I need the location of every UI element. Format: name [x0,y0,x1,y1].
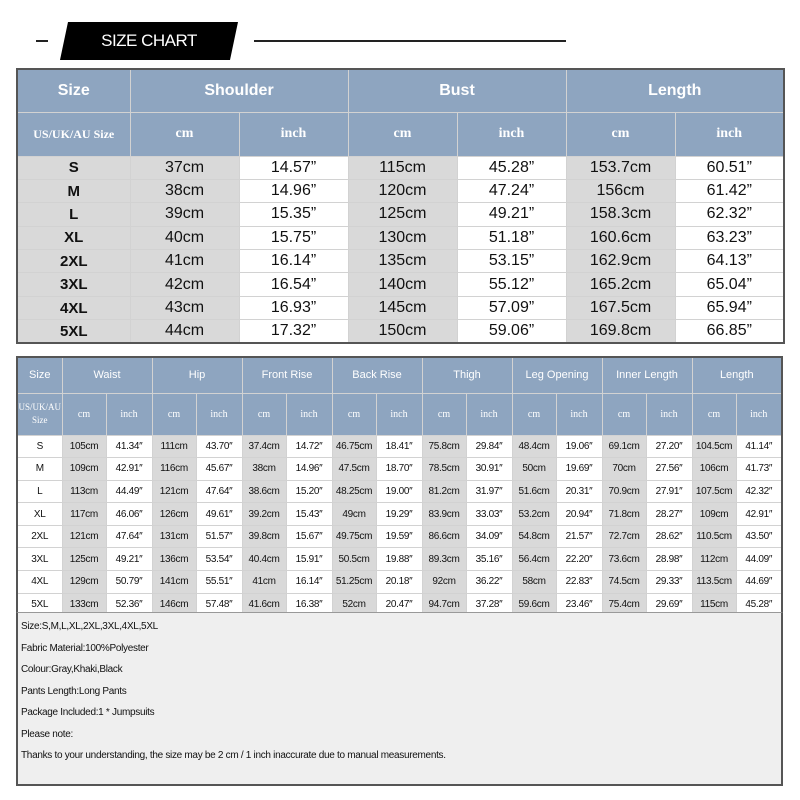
value-cell: 113cm [62,480,106,503]
unit-header: inch [556,393,602,435]
size-cell: S [17,156,130,179]
value-cell: 47.64″ [106,525,152,548]
value-cell: 18.41″ [376,435,422,458]
value-cell: 14.96″ [286,458,332,481]
value-cell: 160.6cm [566,226,675,249]
value-cell: 15.35” [239,203,348,226]
value-cell: 72.7cm [602,525,646,548]
value-cell: 34.09″ [466,525,512,548]
value-cell: 49cm [332,503,376,526]
value-cell: 51.6cm [512,480,556,503]
value-cell: 19.06″ [556,435,602,458]
product-notes [16,612,783,786]
size-region-label: US/UK/AU Size [17,393,62,435]
value-cell: 47.64″ [196,480,242,503]
value-cell: 14.96” [239,179,348,202]
value-cell: 121cm [62,525,106,548]
value-cell: 129cm [62,571,106,594]
value-cell: 14.72″ [286,435,332,458]
value-cell: 109cm [692,503,736,526]
value-cell: 133cm [62,593,106,616]
value-cell: 107.5cm [692,480,736,503]
value-cell: 81.2cm [422,480,466,503]
value-cell: 44cm [130,320,239,343]
group-header: Length [692,357,782,393]
table-row [17,503,782,526]
value-cell: 52cm [332,593,376,616]
value-cell: 28.27″ [646,503,692,526]
value-cell: 47.5cm [332,458,376,481]
unit-header: cm [62,393,106,435]
value-cell: 53.2cm [512,503,556,526]
value-cell: 70cm [602,458,646,481]
value-cell: 75.4cm [602,593,646,616]
value-cell: 115cm [348,156,457,179]
value-cell: 44.49″ [106,480,152,503]
value-cell: 20.18″ [376,571,422,594]
value-cell: 78.5cm [422,458,466,481]
value-cell: 115cm [692,593,736,616]
value-cell: 22.83″ [556,571,602,594]
value-cell: 60.51” [675,156,784,179]
page-title: SIZE CHART [101,31,197,50]
value-cell: 37cm [130,156,239,179]
value-cell: 38.6cm [242,480,286,503]
value-cell: 94.7cm [422,593,466,616]
value-cell: 105cm [62,435,106,458]
value-cell: 42.91″ [106,458,152,481]
value-cell: 27.20″ [646,435,692,458]
value-cell: 41.6cm [242,593,286,616]
value-cell: 135cm [348,250,457,273]
value-cell: 52.36″ [106,593,152,616]
group-header: Front Rise [242,357,332,393]
unit-header: inch [106,393,152,435]
unit-header: inch [286,393,332,435]
value-cell: 61.42” [675,179,784,202]
value-cell: 92cm [422,571,466,594]
unit-header: inch [196,393,242,435]
value-cell: 145cm [348,296,457,319]
value-cell: 30.91″ [466,458,512,481]
value-cell: 15.67″ [286,525,332,548]
value-cell: 41.14″ [736,435,782,458]
value-cell: 59.06” [457,320,566,343]
value-cell: 83.9cm [422,503,466,526]
value-cell: 41cm [130,250,239,273]
value-cell: 49.75cm [332,525,376,548]
unit-header: inch [675,112,784,156]
value-cell: 40.4cm [242,548,286,571]
note-line: Please note: [21,728,73,740]
value-cell: 162.9cm [566,250,675,273]
size-cell: M [17,458,62,481]
size-cell: 3XL [17,548,62,571]
value-cell: 16.14″ [286,571,332,594]
size-cell: L [17,480,62,503]
value-cell: 20.94″ [556,503,602,526]
group-header: Bust [348,69,566,112]
value-cell: 158.3cm [566,203,675,226]
value-cell: 49.21” [457,203,566,226]
value-cell: 112cm [692,548,736,571]
value-cell: 45.28″ [736,593,782,616]
value-cell: 51.57″ [196,525,242,548]
size-cell: XL [17,503,62,526]
size-cell: M [17,179,130,202]
value-cell: 140cm [348,273,457,296]
value-cell: 74.5cm [602,571,646,594]
value-cell: 43cm [130,296,239,319]
table-row [17,273,784,296]
group-header: Shoulder [130,69,348,112]
value-cell: 48.25cm [332,480,376,503]
value-cell: 150cm [348,320,457,343]
size-cell: S [17,435,62,458]
value-cell: 15.91″ [286,548,332,571]
size-cell: 2XL [17,525,62,548]
unit-header: cm [512,393,556,435]
value-cell: 50.5cm [332,548,376,571]
unit-header: cm [602,393,646,435]
table-row [17,435,782,458]
group-header: Waist [62,357,152,393]
value-cell: 167.5cm [566,296,675,319]
value-cell: 21.57″ [556,525,602,548]
value-cell: 58cm [512,571,556,594]
unit-header: cm [566,112,675,156]
value-cell: 44.09″ [736,548,782,571]
unit-header: cm [242,393,286,435]
value-cell: 15.43″ [286,503,332,526]
value-cell: 42.32″ [736,480,782,503]
unit-header: inch [646,393,692,435]
value-cell: 23.46″ [556,593,602,616]
size-cell: 4XL [17,296,130,319]
value-cell: 38cm [242,458,286,481]
note-line: Size:S,M,L,XL,2XL,3XL,4XL,5XL [21,621,158,632]
value-cell: 15.20″ [286,480,332,503]
size-cell: L [17,203,130,226]
unit-header: cm [152,393,196,435]
size-cell: 3XL [17,273,130,296]
value-cell: 125cm [62,548,106,571]
unit-header: inch [457,112,566,156]
table-row [17,525,782,548]
table-row [17,179,784,202]
header-dash [36,40,48,42]
group-header: Hip [152,357,242,393]
value-cell: 46.75cm [332,435,376,458]
value-cell: 125cm [348,203,457,226]
value-cell: 109cm [62,458,106,481]
unit-header: cm [332,393,376,435]
unit-header: inch [376,393,422,435]
value-cell: 64.13” [675,250,784,273]
size-header: Size [17,69,130,112]
value-cell: 56.4cm [512,548,556,571]
value-cell: 153.7cm [566,156,675,179]
unit-header: cm [422,393,466,435]
value-cell: 70.9cm [602,480,646,503]
value-cell: 65.04” [675,273,784,296]
value-cell: 54.8cm [512,525,556,548]
value-cell: 20.47″ [376,593,422,616]
value-cell: 71.8cm [602,503,646,526]
value-cell: 113.5cm [692,571,736,594]
value-cell: 19.69″ [556,458,602,481]
group-header: Leg Opening [512,357,602,393]
group-header: Thigh [422,357,512,393]
unit-header: inch [239,112,348,156]
header-rule [254,40,566,42]
unit-header: cm [692,393,736,435]
table-row [17,250,784,273]
value-cell: 33.03″ [466,503,512,526]
group-header: Inner Length [602,357,692,393]
value-cell: 47.24” [457,179,566,202]
table-row [17,571,782,594]
value-cell: 42.91″ [736,503,782,526]
value-cell: 130cm [348,226,457,249]
value-cell: 75.8cm [422,435,466,458]
value-cell: 117cm [62,503,106,526]
value-cell: 19.00″ [376,480,422,503]
note-line: Colour:Gray,Khaki,Black [21,664,123,675]
value-cell: 49.61″ [196,503,242,526]
value-cell: 42cm [130,273,239,296]
table-row [17,226,784,249]
value-cell: 131cm [152,525,196,548]
table-row [17,480,782,503]
value-cell: 106cm [692,458,736,481]
value-cell: 29.84″ [466,435,512,458]
value-cell: 104.5cm [692,435,736,458]
value-cell: 35.16″ [466,548,512,571]
value-cell: 57.48″ [196,593,242,616]
value-cell: 29.33″ [646,571,692,594]
value-cell: 66.85” [675,320,784,343]
value-cell: 141cm [152,571,196,594]
value-cell: 169.8cm [566,320,675,343]
value-cell: 136cm [152,548,196,571]
value-cell: 45.28” [457,156,566,179]
value-cell: 121cm [152,480,196,503]
group-header: Length [566,69,784,112]
value-cell: 46.06″ [106,503,152,526]
value-cell: 39.2cm [242,503,286,526]
value-cell: 73.6cm [602,548,646,571]
value-cell: 41.34″ [106,435,152,458]
value-cell: 38cm [130,179,239,202]
value-cell: 41.73″ [736,458,782,481]
value-cell: 51.25cm [332,571,376,594]
size-cell: XL [17,226,130,249]
value-cell: 55.51″ [196,571,242,594]
value-cell: 50.79″ [106,571,152,594]
table-row [17,156,784,179]
value-cell: 120cm [348,179,457,202]
size-header: Size [17,357,62,393]
note-line: Pants Length:Long Pants [21,685,127,697]
unit-header: inch [736,393,782,435]
value-cell: 16.38″ [286,593,332,616]
value-cell: 31.97″ [466,480,512,503]
value-cell: 126cm [152,503,196,526]
value-cell: 51.18” [457,226,566,249]
value-cell: 19.29″ [376,503,422,526]
value-cell: 86.6cm [422,525,466,548]
value-cell: 15.75” [239,226,348,249]
value-cell: 62.32” [675,203,784,226]
value-cell: 19.88″ [376,548,422,571]
value-cell: 19.59″ [376,525,422,548]
size-cell: 5XL [17,593,62,616]
value-cell: 27.56″ [646,458,692,481]
value-cell: 16.93” [239,296,348,319]
value-cell: 43.70″ [196,435,242,458]
value-cell: 165.2cm [566,273,675,296]
value-cell: 48.4cm [512,435,556,458]
unit-header: inch [466,393,512,435]
value-cell: 110.5cm [692,525,736,548]
value-cell: 55.12” [457,273,566,296]
value-cell: 89.3cm [422,548,466,571]
pants-size-table [16,356,783,617]
value-cell: 27.91″ [646,480,692,503]
group-header: Back Rise [332,357,422,393]
value-cell: 50cm [512,458,556,481]
size-region-label: US/UK/AU Size [17,112,130,156]
table-row [17,458,782,481]
value-cell: 39cm [130,203,239,226]
table-row [17,203,784,226]
value-cell: 49.21″ [106,548,152,571]
value-cell: 57.09” [457,296,566,319]
value-cell: 63.23” [675,226,784,249]
table-row [17,320,784,343]
note-line: Package Included:1 * Jumpsuits [21,707,155,718]
size-cell: 4XL [17,571,62,594]
table-row [17,296,784,319]
size-cell: 5XL [17,320,130,343]
value-cell: 22.20″ [556,548,602,571]
value-cell: 28.62″ [646,525,692,548]
value-cell: 156cm [566,179,675,202]
top-size-table [16,68,785,344]
note-line: Fabric Material:100%Polyester [21,642,149,654]
value-cell: 39.8cm [242,525,286,548]
value-cell: 111cm [152,435,196,458]
value-cell: 29.69″ [646,593,692,616]
value-cell: 40cm [130,226,239,249]
value-cell: 17.32” [239,320,348,343]
value-cell: 18.70″ [376,458,422,481]
table-row [17,548,782,571]
value-cell: 28.98″ [646,548,692,571]
unit-header: cm [130,112,239,156]
value-cell: 16.54” [239,273,348,296]
value-cell: 20.31″ [556,480,602,503]
value-cell: 37.28″ [466,593,512,616]
value-cell: 43.50″ [736,525,782,548]
value-cell: 41cm [242,571,286,594]
value-cell: 53.54″ [196,548,242,571]
value-cell: 65.94” [675,296,784,319]
value-cell: 146cm [152,593,196,616]
value-cell: 37.4cm [242,435,286,458]
value-cell: 69.1cm [602,435,646,458]
value-cell: 53.15” [457,250,566,273]
value-cell: 116cm [152,458,196,481]
value-cell: 44.69″ [736,571,782,594]
value-cell: 16.14” [239,250,348,273]
value-cell: 45.67″ [196,458,242,481]
unit-header: cm [348,112,457,156]
value-cell: 14.57” [239,156,348,179]
value-cell: 36.22″ [466,571,512,594]
size-cell: 2XL [17,250,130,273]
note-line: Thanks to your understanding, the size may be 2 cm / 1 inch inaccurate due to manual measurements. [21,750,446,761]
value-cell: 59.6cm [512,593,556,616]
